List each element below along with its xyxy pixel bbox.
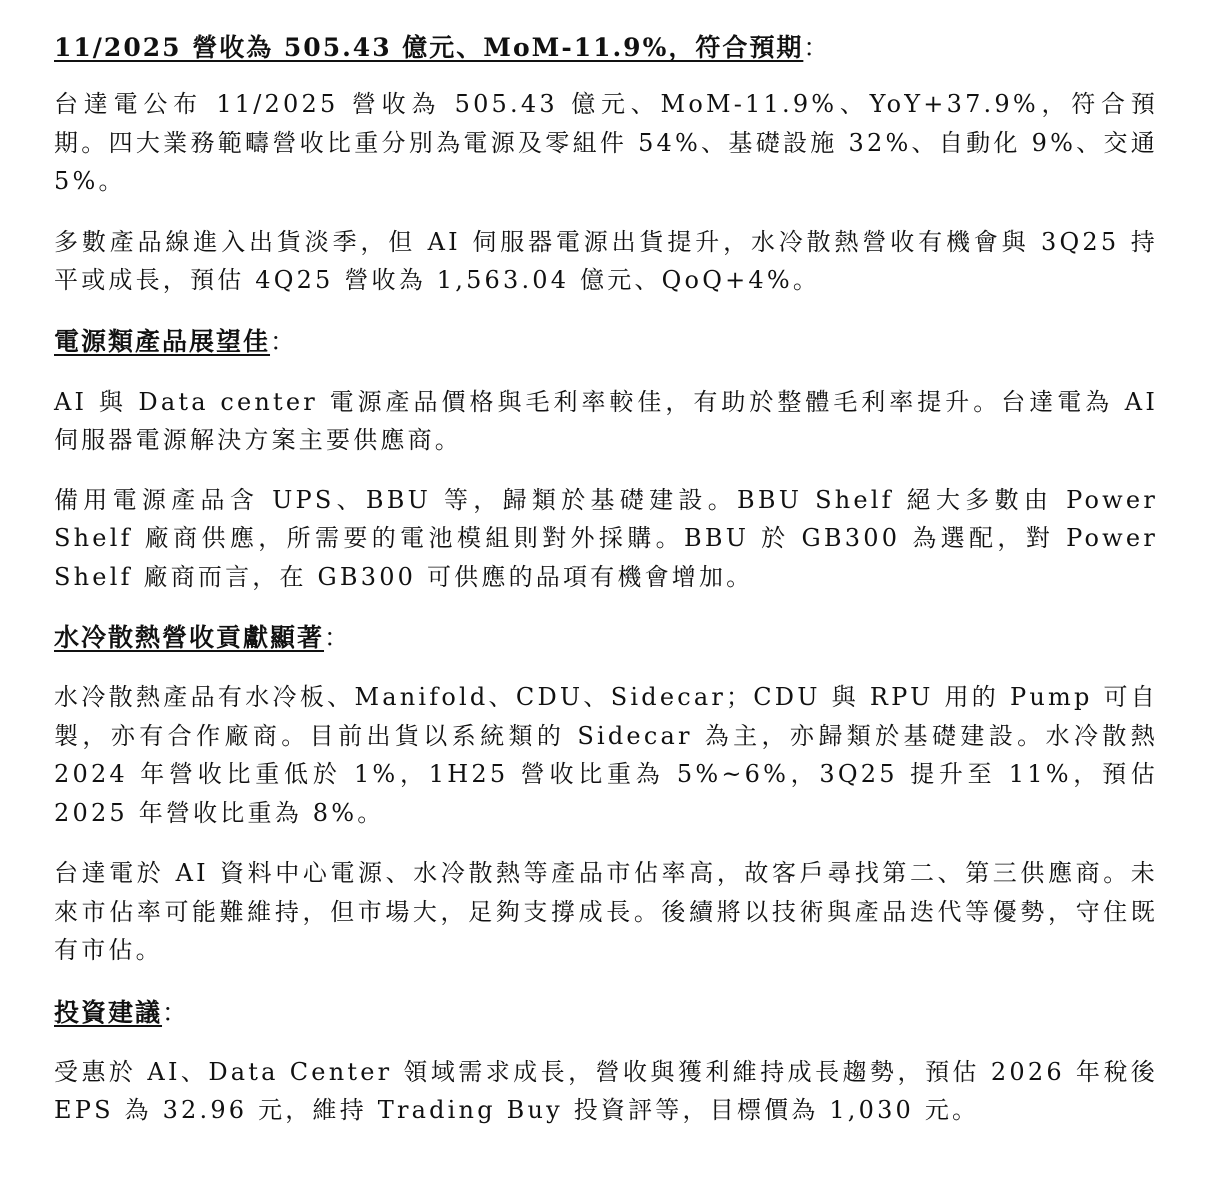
paragraph-ai-power: AI 與 Data center 電源產品價格與毛利率較佳，有助於整體毛利率提升。台達電為 AI 伺服器電源解決方案主要供應商。 bbox=[54, 387, 1158, 454]
heading-text: 11/2025 營收為 505.43 億元、MoM-11.9%，符合預期 bbox=[54, 33, 804, 62]
heading-colon: ： bbox=[803, 33, 831, 62]
section-heading-power-products bbox=[54, 324, 1158, 360]
paragraph-cooling-products: 水冷散熱產品有水冷板、Manifold、CDU、Sidecar；CDU 與 RPU 用的 Pump 可自製，亦有合作廠商。目前出貨以系統類的 Sidecar 為主，亦歸類於基礎建設。水冷散熱 2024 年營收比重低於 1%，1H25 營收比重為 5%~6%，3Q25 提升至 11%，預估 2025 年營收比重為 8%。 bbox=[54, 683, 1158, 827]
paragraph-investment-rating: 受惠於 AI、Data Center 領域需求成長，營收與獲利維持成長趨勢，預估 2026 年稅後 EPS 為 32.96 元，維持 Trading Buy 投資評等，目標價為 1,030 元。 bbox=[54, 1057, 1158, 1124]
heading-text: 電源類產品展望佳 bbox=[54, 326, 271, 356]
section-heading-liquid-cooling bbox=[54, 620, 1158, 656]
heading-colon: ： bbox=[324, 623, 352, 652]
section-heading-monthly-revenue bbox=[54, 30, 1158, 66]
heading-colon: ： bbox=[270, 326, 298, 356]
paragraph-market-share: 台達電於 AI 資料中心電源、水冷散熱等產品市佔率高，故客戶尋找第二、第三供應商。未來市佔率可能難維持，但市場大，足夠支撐成長。後續將以技術與產品迭代等優勢，守住既有市佔。 bbox=[54, 859, 1158, 964]
section-heading-investment-advice bbox=[54, 995, 1158, 1031]
heading-colon: ： bbox=[162, 997, 190, 1027]
paragraph-revenue-summary: 台達電公布 11/2025 營收為 505.43 億元、MoM-11.9%、YoY+37.9%，符合預期。四大業務範疇營收比重分別為電源及零組件 54%、基礎設施 32%、自動化 9%、交通 5%。 bbox=[54, 90, 1158, 195]
paragraph-q4-forecast: 多數產品線進入出貨淡季，但 AI 伺服器電源出貨提升，水冷散熱營收有機會與 3Q25 持平或成長，預估 4Q25 營收為 1,563.04 億元、QoQ+4%。 bbox=[54, 227, 1158, 294]
heading-text: 投資建議 bbox=[54, 997, 163, 1027]
heading-text: 水冷散熱營收貢獻顯著 bbox=[54, 623, 325, 652]
report-document bbox=[54, 30, 1158, 1130]
paragraph-backup-power: 備用電源產品含 UPS、BBU 等，歸類於基礎建設。BBU Shelf 絕大多數由 Power Shelf 廠商供應，所需要的電池模組則對外採購。BBU 於 GB300 為選配，對 Power Shelf 廠商而言，在 GB300 可供應的品項有機會增加。 bbox=[54, 485, 1158, 591]
